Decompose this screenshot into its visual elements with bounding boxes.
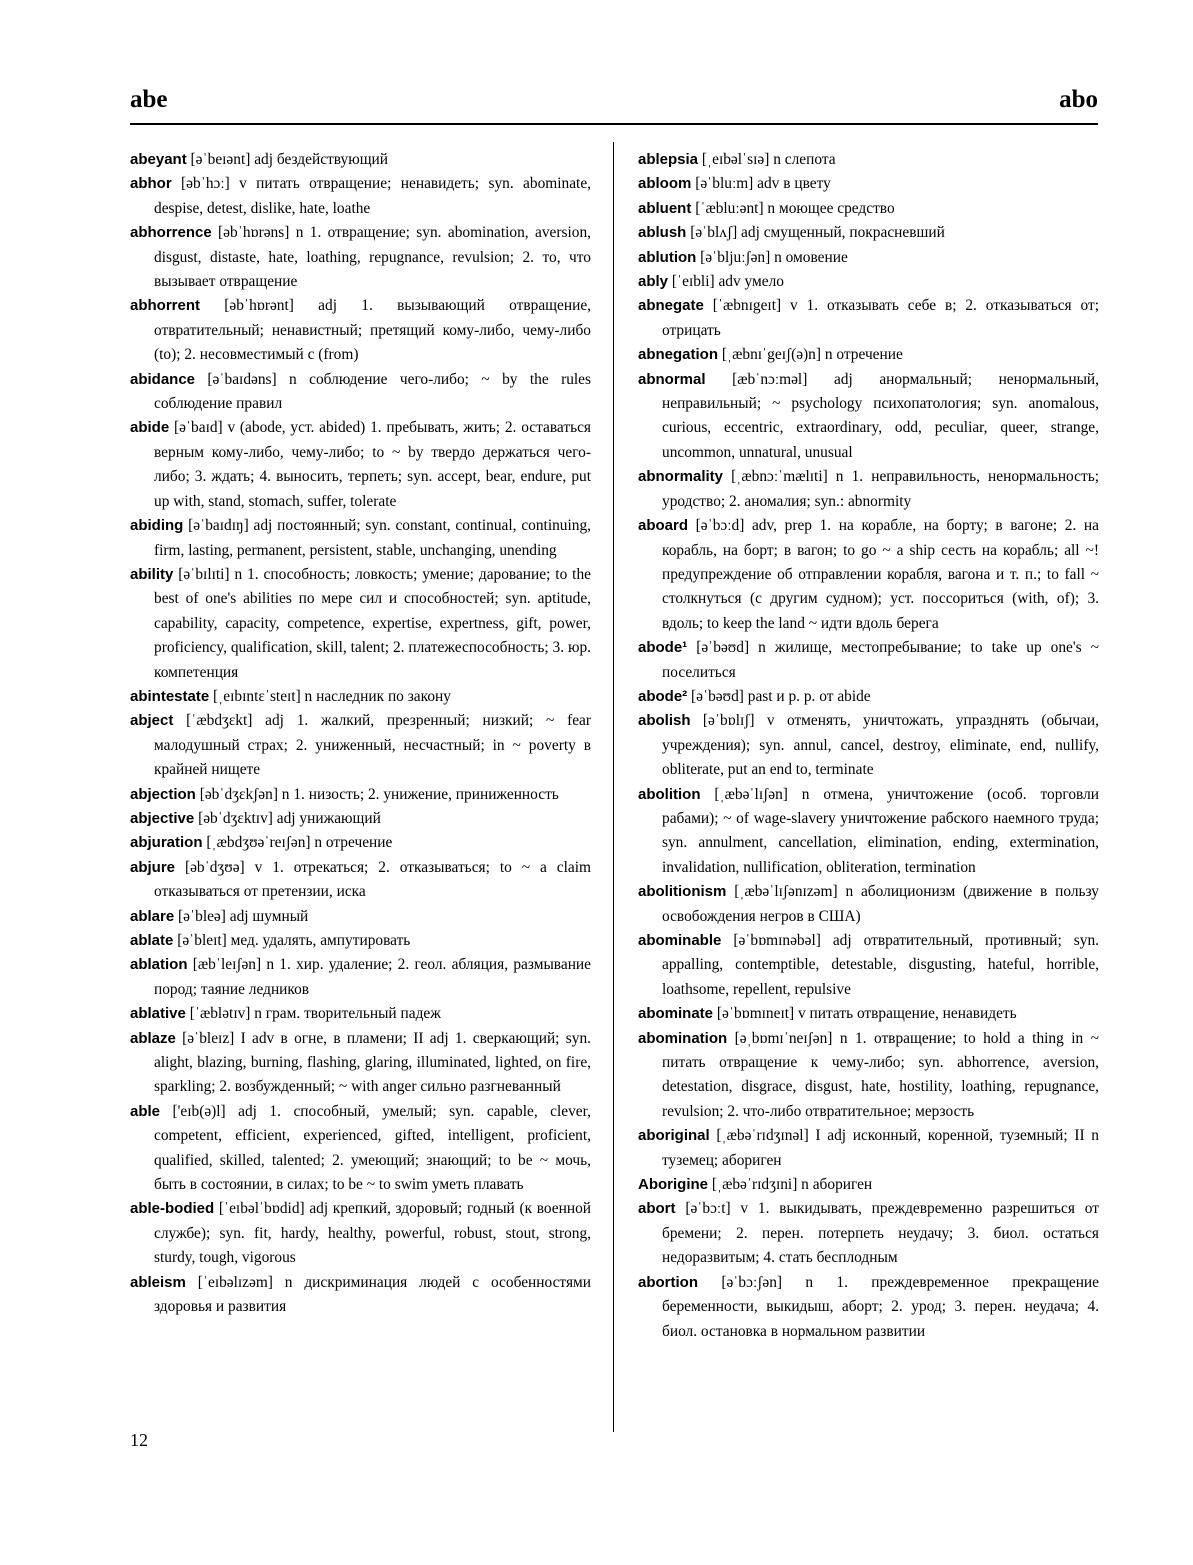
- headword: abolish: [638, 712, 691, 730]
- entry-definition: ['eɪb(ə)l] adj 1. способный, умелый; syn. capable, clever, competent, efficient, experienced, gifted, intelligent, proficient, qualified, skilled, talented; 2. умеющий; знающий; to be ~ мочь, быть в состоянии, в силах; to be ~ to swim уметь плавать: [154, 1102, 591, 1194]
- entry-definition: [ˈæbluːənt] n моющее средство: [691, 199, 895, 217]
- headword: abomination: [638, 1029, 728, 1047]
- entry-definition: [əˈbɪlɪti] n 1. способность; ловкость; умение; дарование; to the best of one's abilities по мере сил и способностей; syn. aptitude, capability, capacity, competence, expertise, expertness, gift, power, proficiency, qualification, skill, talent; 2. платежеспособность; 3. юр. компетенция: [154, 565, 591, 681]
- entry-definition: [ˈæblətɪv] n грам. творительный падеж: [185, 1005, 441, 1023]
- entry-definition: [əˈbaɪdɪŋ] adj постоянный; syn. constant, continual, continuing, firm, lasting, permanent, persistent, stable, unchanging, unending: [154, 517, 591, 559]
- dictionary-entry: [638, 1002, 1099, 1026]
- entry-definition: [æbˈleɪʃən] n 1. хир. удаление; 2. геол. абляция, размывание пород; таяние ледников: [154, 956, 591, 998]
- dictionary-entry: [130, 514, 591, 563]
- headword: abnegate: [638, 297, 704, 315]
- dictionary-entry: [130, 783, 591, 807]
- headword: ablepsia: [638, 151, 699, 168]
- headword: ablaze: [130, 1029, 176, 1047]
- headword: abluent: [638, 199, 692, 217]
- dictionary-entry: [130, 1027, 591, 1100]
- dictionary-entry: [638, 783, 1099, 881]
- headword: abominable: [638, 932, 722, 949]
- entry-definition: [ˌæbnɔːˈmælɪti] n 1. неправильность, ненормальность; уродство; 2. аномалия; syn.: abnormity: [662, 468, 1099, 510]
- page-number: 12: [130, 1430, 148, 1450]
- dictionary-entry: [130, 831, 591, 855]
- entry-definition: [əbˈhɔː] v питать отвращение; ненавидеть; syn. abominate, despise, detest, dislike, hate, loathe: [154, 175, 591, 217]
- dictionary-entry: [130, 148, 591, 172]
- entry-definition: [əˈbəʊd] past и p. p. от abide: [687, 687, 871, 705]
- headword: aboard: [638, 517, 689, 535]
- entry-definition: [əˈbaɪd] v (abode, уст. abided) 1. пребывать, жить; 2. оставаться верным кому-либо, чему-либо; to ~ by твердо держаться чего-либо; 3. ждать; 4. выносить, терпеть; syn. accept, bear, endure, put up with, stand, stomach, suffer, tolerate: [154, 419, 591, 510]
- entry-definition: [əˈbaɪdəns] n соблюдение чего-либо; ~ by the rules соблюдение правил: [154, 370, 591, 413]
- dictionary-entry: [130, 709, 591, 782]
- dictionary-entry: [130, 807, 591, 831]
- dictionary-entry: [130, 294, 591, 367]
- dictionary-entry: [130, 856, 591, 905]
- dictionary-entry: [638, 514, 1099, 636]
- headword: abjective: [130, 809, 195, 827]
- headword: abode²: [638, 687, 688, 705]
- dictionary-entry: [638, 929, 1099, 1002]
- header-rule: [130, 123, 1098, 125]
- entry-definition: [əˈbɔːt] v 1. выкидывать, преждевременно разрешиться от бремени; 2. перен. потерпеть неудачу; 3. биол. остаться недоразвитым; 4. стать бесплодным: [662, 1200, 1099, 1267]
- dictionary-entry: [130, 368, 591, 417]
- dictionary-entry: [130, 1197, 591, 1270]
- dictionary-entry: [130, 953, 591, 1002]
- dictionary-entry: [130, 563, 591, 685]
- dictionary-entry: [130, 905, 591, 929]
- dictionary-entry: [638, 148, 1099, 172]
- dictionary-entry: [130, 685, 591, 709]
- headword: abidance: [130, 370, 196, 388]
- entry-definition: [ˌeɪbɪntɛˈsteɪt] n наследник по закону: [209, 687, 451, 705]
- headword: ablate: [130, 932, 174, 949]
- headword: able-bodied: [130, 1200, 215, 1218]
- entry-definition: [əbˈdʒɛktɪv] adj унижающий: [194, 809, 381, 827]
- headword: abominate: [638, 1005, 714, 1023]
- dictionary-entry: [130, 416, 591, 514]
- entry-definition: [əbˈhɒrənt] adj 1. вызывающий отвращение, отвратительный; ненавистный; претящий кому-либо, чему-либо (to); 2. несовместимый с (from): [154, 297, 591, 364]
- dictionary-entry: [638, 685, 1099, 709]
- entry-definition: [əˈbluːm] adv в цвету: [691, 175, 831, 193]
- headword: abiding: [130, 517, 184, 535]
- entry-definition: [ˌæbnɪˈgeɪʃ(ə)n] n отречение: [718, 346, 903, 364]
- page-header: [130, 86, 1098, 122]
- entry-definition: [əˈbɒlɪʃ] v отменять, уничтожать, упразднять (обычаи, учреждения); syn. annul, cancel, destroy, eliminate, end, nullify, obliterate, put an end to, terminate: [662, 712, 1099, 779]
- dictionary-entry: [130, 221, 591, 294]
- headword: able: [130, 1102, 161, 1120]
- headword: abnegation: [638, 346, 719, 364]
- headword: abintestate: [130, 687, 210, 705]
- headword: ableism: [130, 1273, 186, 1291]
- dictionary-entry: [638, 246, 1099, 270]
- dictionary-entry: [638, 1271, 1099, 1344]
- headword: abhor: [130, 175, 172, 193]
- dictionary-entry: [130, 1271, 591, 1320]
- headword: abloom: [638, 175, 692, 193]
- dictionary-entry: [638, 636, 1099, 685]
- dictionary-entry: [638, 1173, 1099, 1197]
- headword: abortion: [638, 1273, 698, 1291]
- dictionary-entry: [130, 1002, 591, 1026]
- entry-definition: [ˈeɪbəlɪzəm] n дискриминация людей с особенностями здоровья и развития: [154, 1273, 591, 1316]
- entry-definition: [əˈbleɪt] мед. удалять, ампутировать: [173, 932, 411, 949]
- headword: ablush: [638, 224, 687, 242]
- dictionary-entry: [638, 1197, 1099, 1270]
- entry-definition: [ˌæbəˈlɪʃənɪzəm] n аболиционизм (движение в пользу освобождения негров в США): [662, 883, 1099, 925]
- dictionary-entry: [130, 172, 591, 221]
- headword: abolitionism: [638, 883, 727, 901]
- headword: abode¹: [638, 639, 688, 657]
- headword: ablation: [130, 956, 188, 974]
- entry-definition: [ˈæbnɪgeɪt] v 1. отказывать себе в; 2. отказываться от; отрицать: [662, 297, 1099, 339]
- entry-definition: [əˈbleə] adj шумный: [174, 907, 309, 925]
- dictionary-entry: [130, 929, 591, 953]
- entry-definition: [əˈbljuːʃən] n омовение: [696, 248, 848, 266]
- headword: abnormal: [638, 370, 706, 388]
- entry-definition: [əbˈdʒʊə] v 1. отрекаться; 2. отказываться; to ~ a claim отказываться от претензии, иска: [154, 858, 591, 901]
- entry-definition: [ˌæbəˈrɪdʒɪnəl] I adj исконный, коренной, туземный; II n туземец; абориген: [662, 1127, 1099, 1169]
- entry-definition: [əˈbɒmɪneɪt] v питать отвращение, ненавидеть: [713, 1005, 1017, 1023]
- entry-definition: [əbˈhɒrəns] n 1. отвращение; syn. abomination, aversion, disgust, distaste, hate, loathing, repugnance, revulsion; 2. то, что вызывает отвращение: [154, 224, 591, 291]
- entry-definition: [əˈbɔːd] adv, prep 1. на корабле, на борту; в вагоне; 2. на корабль, на борт; в вагон; to go ~ a ship сесть на корабль; all ~! предупреждение об отправлении корабля, вагона и т. п.; to fall ~ столкнуться (с другим судном); уст. поссориться (with, of); 3. вдоль; to keep the land ~ идти вдоль берега: [662, 517, 1099, 632]
- left-guide-word: abe: [130, 86, 168, 113]
- dictionary-entry: [638, 197, 1099, 221]
- entry-definition: [ˌeɪbəlˈsɪə] n слепота: [698, 151, 836, 168]
- dictionary-entry: [638, 1027, 1099, 1125]
- dictionary-entry: [638, 1124, 1099, 1173]
- headword: ablative: [130, 1005, 186, 1023]
- headword: ablution: [638, 248, 697, 266]
- entry-definition: [ˈeɪbli] adv умело: [668, 273, 784, 291]
- entry-definition: [ˌæbdʒʊəˈreɪʃən] n отречение: [202, 834, 393, 852]
- dictionary-entry: [638, 221, 1099, 245]
- entry-definition: [əˈbɒmɪnəbəl] adj отвратительный, противный; syn. appalling, contemptible, detestable, disgusting, hateful, horrible, loathsome, repellent, repulsive: [662, 932, 1099, 998]
- headword: ablare: [130, 907, 175, 925]
- left-column: [130, 148, 591, 1320]
- dictionary-entry: [638, 880, 1099, 929]
- headword: abhorrent: [130, 297, 201, 315]
- headword: Aborigine: [638, 1176, 708, 1194]
- entry-definition: [ˈæbdʒɛkt] adj 1. жалкий, презренный; низкий; ~ fear малодушный страх; 2. униженный, несчастный; in ~ poverty в крайней нищете: [154, 712, 591, 779]
- entry-definition: [ˈeɪbəlˈbɒdid] adj крепкий, здоровый; годный (к военной службе); syn. fit, hardy, healthy, powerful, robust, stout, strong, sturdy, tough, vigorous: [154, 1200, 591, 1267]
- dictionary-entry: [638, 270, 1099, 294]
- entry-definition: [əˌbɒmɪˈneɪʃən] n 1. отвращение; to hold a thing in ~ питать отвращение к чему-либо; syn. abhorrence, aversion, detestation, disgrace, disgust, hate, hostility, loathing, repugnance, revulsion; 2. что-либо отвратительное; мерзость: [662, 1029, 1099, 1120]
- entry-definition: [əˈbleɪz] I adv в огне, в пламени; II adj 1. сверкающий; syn. alight, blazing, burning, flashing, glaring, illuminated, lighted, on fire, sparkling; 2. возбужденный; ~ with anger сильно разгневанный: [154, 1029, 591, 1096]
- entry-definition: [əˈbəʊd] n жилище, местопребывание; to take up one's ~ поселиться: [662, 639, 1099, 681]
- dictionary-entry: [638, 294, 1099, 343]
- entry-definition: [əbˈdʒɛkʃən] n 1. низость; 2. унижение, приниженность: [195, 785, 559, 803]
- headword: abjection: [130, 785, 196, 803]
- dictionary-entry: [638, 709, 1099, 782]
- column-divider: [613, 142, 614, 1432]
- headword: abhorrence: [130, 224, 212, 242]
- headword: abort: [638, 1200, 676, 1218]
- dictionary-entry: [638, 368, 1099, 466]
- headword: abjuration: [130, 834, 203, 852]
- headword: abject: [130, 712, 174, 730]
- headword: ability: [130, 565, 174, 583]
- entry-definition: [əˈbɔːʃən] n 1. преждевременное прекращение беременности, выкидыш, аборт; 2. урод; 3. перен. неудача; 4. биол. остановка в нормальном развитии: [662, 1273, 1099, 1340]
- right-guide-word: abo: [1059, 86, 1098, 113]
- headword: abjure: [130, 858, 176, 876]
- dictionary-entry: [638, 465, 1099, 514]
- entry-definition: [æbˈnɔːməl] adj анормальный; ненормальный, неправильный; ~ psychology психопатология; syn. anomalous, curious, eccentric, extraordinary, odd, peculiar, queer, strange, uncommon, unnatural, unusual: [662, 370, 1099, 461]
- dictionary-entry: [638, 172, 1099, 196]
- headword: abeyant: [130, 151, 187, 168]
- dictionary-entry: [130, 1100, 591, 1198]
- headword: abolition: [638, 785, 701, 803]
- dictionary-entry: [638, 343, 1099, 367]
- entry-definition: [ˌæbəˈlɪʃən] n отмена, уничтожение (особ. торговли рабами); ~ of wage-slavery уничтожение рабского наемного труда; syn. annulment, cancellation, elimination, ending, extermination, invalidation, nullification, obliteration, termination: [662, 785, 1099, 876]
- right-column: [638, 148, 1099, 1344]
- headword: aboriginal: [638, 1127, 710, 1145]
- headword: abnormality: [638, 468, 724, 486]
- entry-definition: [əˈbeɪənt] adj бездействующий: [186, 151, 389, 168]
- entry-definition: [əˈblʌʃ] adj смущенный, покрасневший: [686, 224, 945, 242]
- entry-definition: [ˌæbəˈrɪdʒɪni] n абориген: [708, 1176, 873, 1194]
- headword: ably: [638, 273, 669, 291]
- headword: abide: [130, 419, 170, 437]
